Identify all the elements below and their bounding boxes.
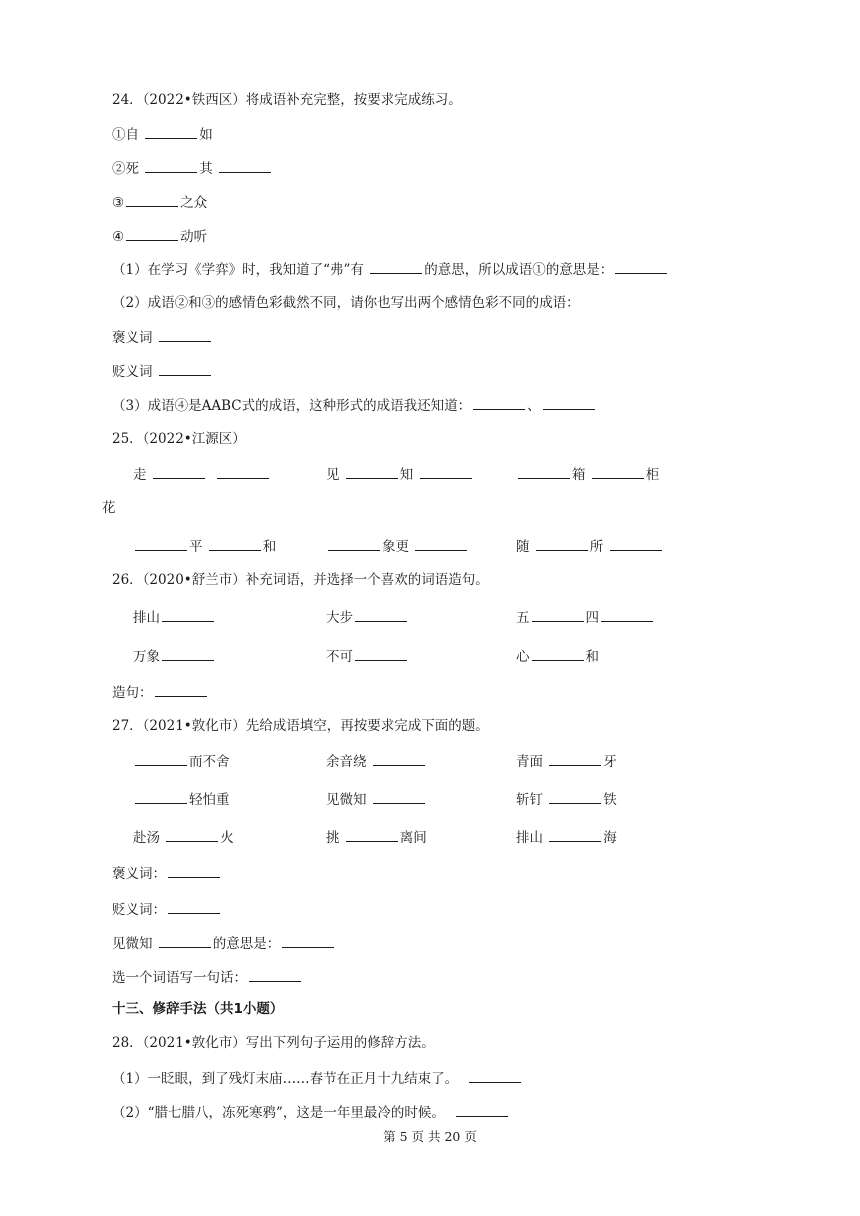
q27-sentence: 选一个词语写一句话： xyxy=(112,967,303,988)
q27-derog: 贬义词： xyxy=(112,899,222,920)
answer-blank[interactable] xyxy=(456,1102,508,1117)
q27-meaning: 见微知 的意思是： xyxy=(112,933,336,954)
q27-a1: 而不舍 xyxy=(133,751,230,772)
answer-blank[interactable] xyxy=(601,607,653,622)
answer-blank[interactable] xyxy=(168,863,220,878)
q24-item2: ②死 其 xyxy=(112,158,273,179)
answer-blank[interactable] xyxy=(543,395,595,410)
answer-blank[interactable] xyxy=(373,789,425,804)
answer-blank[interactable] xyxy=(135,536,187,551)
q24-sub3: （3）成语④是AABC式的成语，这种形式的成语我还知道： 、 xyxy=(112,395,597,416)
answer-blank[interactable] xyxy=(549,827,601,842)
q27-praise: 褒义词： xyxy=(112,863,222,884)
q25-r2c3: 随 所 xyxy=(516,536,664,557)
q25-r1c3: 箱 柜 xyxy=(516,464,659,485)
answer-blank[interactable] xyxy=(217,464,269,479)
q27-c2: 挑 离间 xyxy=(326,827,427,848)
q26-w5: 不可 xyxy=(326,646,409,667)
answer-blank[interactable] xyxy=(135,789,187,804)
q26-w2: 大步 xyxy=(326,607,409,628)
q27-title: 27．（2021•敦化市）先给成语填空，再按要求完成下面的题。 xyxy=(112,718,489,734)
q25-r2c1: 平 和 xyxy=(133,536,276,557)
answer-blank[interactable] xyxy=(355,607,407,622)
answer-blank[interactable] xyxy=(282,933,334,948)
answer-blank[interactable] xyxy=(155,682,207,697)
answer-blank[interactable] xyxy=(536,536,588,551)
q25-r1c1: 走 xyxy=(133,464,271,485)
q24-item4: ④ 动听 xyxy=(112,226,207,247)
q26-w3: 五 四 xyxy=(516,607,655,628)
q24-item1: ①自 如 xyxy=(112,124,213,145)
answer-blank[interactable] xyxy=(249,967,301,982)
answer-blank[interactable] xyxy=(518,464,570,479)
answer-blank[interactable] xyxy=(162,607,214,622)
q27-b2: 见微知 xyxy=(326,789,427,810)
answer-blank[interactable] xyxy=(168,899,220,914)
answer-blank[interactable] xyxy=(126,226,178,241)
answer-blank[interactable] xyxy=(153,464,205,479)
answer-blank[interactable] xyxy=(166,827,218,842)
q24-sub2: （2）成语②和③的感情色彩截然不同，请你也写出两个感情色彩不同的成语： xyxy=(112,295,580,311)
answer-blank[interactable] xyxy=(355,646,407,661)
q24-derog: 贬义词 xyxy=(112,361,213,382)
answer-blank[interactable] xyxy=(610,536,662,551)
q27-b3: 斩钉 铁 xyxy=(516,789,617,810)
answer-blank[interactable] xyxy=(219,158,271,173)
answer-blank[interactable] xyxy=(145,124,197,139)
answer-blank[interactable] xyxy=(126,192,178,207)
answer-blank[interactable] xyxy=(346,827,398,842)
q27-c1: 赴汤 火 xyxy=(133,827,234,848)
q26-w1: 排山 xyxy=(133,607,216,628)
answer-blank[interactable] xyxy=(135,751,187,766)
answer-blank[interactable] xyxy=(328,536,380,551)
q27-a2: 余音绕 xyxy=(326,751,427,772)
answer-blank[interactable] xyxy=(346,464,398,479)
q25-r2c2: 象更 xyxy=(326,536,469,557)
answer-blank[interactable] xyxy=(370,259,422,274)
answer-blank[interactable] xyxy=(420,464,472,479)
answer-blank[interactable] xyxy=(159,361,211,376)
q28-title: 28．（2021•敦化市）写出下列句子运用的修辞方法。 xyxy=(112,1035,435,1051)
answer-blank[interactable] xyxy=(532,607,584,622)
q26-w6: 心 和 xyxy=(516,646,599,667)
answer-blank[interactable] xyxy=(162,646,214,661)
answer-blank[interactable] xyxy=(592,464,644,479)
q25-wrap: 花 xyxy=(102,500,116,516)
section-heading: 十三、修辞手法（共1小题） xyxy=(112,1001,284,1017)
q26-make: 造句： xyxy=(112,682,209,703)
answer-blank[interactable] xyxy=(549,751,601,766)
answer-blank[interactable] xyxy=(615,259,667,274)
answer-blank[interactable] xyxy=(469,1068,521,1083)
q26-w4: 万象 xyxy=(133,646,216,667)
q24-sub1: （1）在学习《学弈》时，我知道了“弗”有 的意思，所以成语①的意思是： xyxy=(112,259,669,280)
q26-title: 26．（2020•舒兰市）补充词语，并选择一个喜欢的词语造句。 xyxy=(112,572,489,588)
answer-blank[interactable] xyxy=(549,789,601,804)
q28-s2: （2）“腊七腊八，冻死寒鸦”，这是一年里最冷的时候。 xyxy=(112,1102,510,1123)
answer-blank[interactable] xyxy=(159,327,211,342)
answer-blank[interactable] xyxy=(209,536,261,551)
q27-c3: 排山 海 xyxy=(516,827,617,848)
answer-blank[interactable] xyxy=(159,933,211,948)
q24-praise: 褒义词 xyxy=(112,327,213,348)
q25-title: 25．（2022•江源区） xyxy=(112,431,246,447)
answer-blank[interactable] xyxy=(532,646,584,661)
answer-blank[interactable] xyxy=(373,751,425,766)
q24-item3: ③ 之众 xyxy=(112,192,207,213)
q27-a3: 青面 牙 xyxy=(516,751,617,772)
answer-blank[interactable] xyxy=(145,158,197,173)
q28-s1: （1）一眨眼，到了残灯末庙……春节在正月十九结束了。 xyxy=(112,1068,523,1089)
q27-b1: 轻怕重 xyxy=(133,789,230,810)
q24-title: 24．（2022•铁西区）将成语补充完整，按要求完成练习。 xyxy=(112,92,462,108)
page-footer: 第 5 页 共 20 页 xyxy=(383,1129,477,1144)
answer-blank[interactable] xyxy=(473,395,525,410)
answer-blank[interactable] xyxy=(415,536,467,551)
q25-r1c2: 见 知 xyxy=(326,464,474,485)
